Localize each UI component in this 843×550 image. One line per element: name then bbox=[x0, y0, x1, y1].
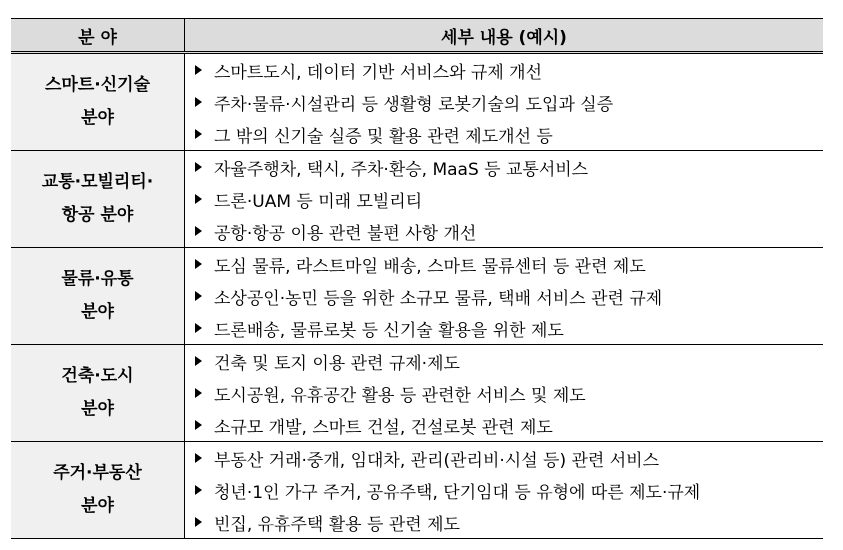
item-text: 건축 및 토지 이용 관련 규제·제도 bbox=[214, 353, 460, 374]
list-item bbox=[193, 248, 823, 280]
item-text: 주차·물류·시설관리 등 생활형 로봇기술의 도입과 실증 bbox=[214, 94, 614, 115]
category-cell bbox=[11, 345, 185, 441]
category-table bbox=[11, 18, 823, 539]
item-text: 공항·항공 이용 관련 불편 사항 개선 bbox=[214, 223, 477, 244]
category-line: 분야 bbox=[81, 302, 114, 322]
item-text: 소상공인·농민 등을 위한 소규모 물류, 택배 서비스 관련 규제 bbox=[214, 288, 663, 309]
category-cell bbox=[11, 151, 185, 247]
list-item bbox=[193, 506, 823, 538]
item-text: 빈집, 유휴주택 활용 등 관련 제도 bbox=[214, 514, 460, 535]
item-text: 부동산 거래·중개, 임대차, 관리(관리비·시설 등) 관련 서비스 bbox=[214, 450, 660, 471]
category-line: 교통·모빌리티· bbox=[41, 172, 154, 192]
category-cell bbox=[11, 248, 185, 344]
category-line: 분야 bbox=[81, 399, 114, 419]
table-row bbox=[11, 54, 823, 151]
category-line: 분야 bbox=[81, 496, 114, 516]
table-row bbox=[11, 248, 823, 345]
triangle-bullet-icon bbox=[195, 323, 202, 333]
item-text: 자율주행차, 택시, 주차·환승, MaaS 등 교통서비스 bbox=[214, 159, 589, 180]
table-header bbox=[11, 18, 823, 54]
list-item bbox=[193, 474, 823, 506]
list-item bbox=[193, 151, 823, 183]
triangle-bullet-icon bbox=[195, 97, 202, 107]
triangle-bullet-icon bbox=[195, 420, 202, 430]
category-line: 스마트·신기술 bbox=[45, 75, 150, 95]
category-line: 주거·부동산 bbox=[53, 463, 142, 483]
list-item bbox=[193, 86, 823, 118]
triangle-bullet-icon bbox=[195, 259, 202, 269]
item-text: 도심 물류, 라스트마일 배송, 스마트 물류센터 등 관련 제도 bbox=[214, 256, 646, 277]
item-text: 그 밖의 신기술 실증 및 활용 관련 제도개선 등 bbox=[214, 126, 553, 147]
detail-cell bbox=[185, 442, 823, 538]
detail-cell bbox=[185, 151, 823, 247]
header-detail: 세부 내용 (예시) bbox=[441, 27, 567, 48]
item-text: 청년·1인 가구 주거, 공유주택, 단기임대 등 유형에 따른 제도·규제 bbox=[214, 482, 701, 503]
item-text: 드론·UAM 등 미래 모빌리티 bbox=[214, 191, 423, 212]
triangle-bullet-icon bbox=[195, 485, 202, 495]
list-item bbox=[193, 312, 823, 344]
item-text: 스마트도시, 데이터 기반 서비스와 규제 개선 bbox=[214, 62, 543, 83]
item-text: 도시공원, 유휴공간 활용 등 관련한 서비스 및 제도 bbox=[214, 385, 586, 406]
list-item bbox=[193, 183, 823, 215]
category-cell bbox=[11, 442, 185, 538]
triangle-bullet-icon bbox=[195, 291, 202, 301]
triangle-bullet-icon bbox=[195, 162, 202, 172]
triangle-bullet-icon bbox=[195, 194, 202, 204]
category-line: 항공 분야 bbox=[61, 205, 134, 225]
table-row bbox=[11, 442, 823, 539]
list-item bbox=[193, 54, 823, 86]
list-item bbox=[193, 280, 823, 312]
detail-cell bbox=[185, 54, 823, 150]
triangle-bullet-icon bbox=[195, 388, 202, 398]
table-row bbox=[11, 345, 823, 442]
item-text: 소규모 개발, 스마트 건설, 건설로봇 관련 제도 bbox=[214, 417, 553, 438]
category-cell bbox=[11, 54, 185, 150]
triangle-bullet-icon bbox=[195, 356, 202, 366]
category-line: 물류·유통 bbox=[61, 269, 134, 289]
detail-cell bbox=[185, 248, 823, 344]
item-text: 드론배송, 물류로봇 등 신기술 활용을 위한 제도 bbox=[214, 320, 564, 341]
triangle-bullet-icon bbox=[195, 65, 202, 75]
header-category: 분 야 bbox=[11, 19, 185, 51]
list-item bbox=[193, 377, 823, 409]
list-item bbox=[193, 345, 823, 377]
list-item bbox=[193, 118, 823, 150]
detail-cell bbox=[185, 345, 823, 441]
triangle-bullet-icon bbox=[195, 129, 202, 139]
list-item bbox=[193, 442, 823, 474]
triangle-bullet-icon bbox=[195, 226, 202, 236]
category-line: 건축·도시 bbox=[61, 366, 134, 386]
table-row bbox=[11, 151, 823, 248]
category-line: 분야 bbox=[81, 108, 114, 128]
list-item bbox=[193, 409, 823, 441]
triangle-bullet-icon bbox=[195, 453, 202, 463]
list-item bbox=[193, 215, 823, 247]
triangle-bullet-icon bbox=[195, 517, 202, 527]
